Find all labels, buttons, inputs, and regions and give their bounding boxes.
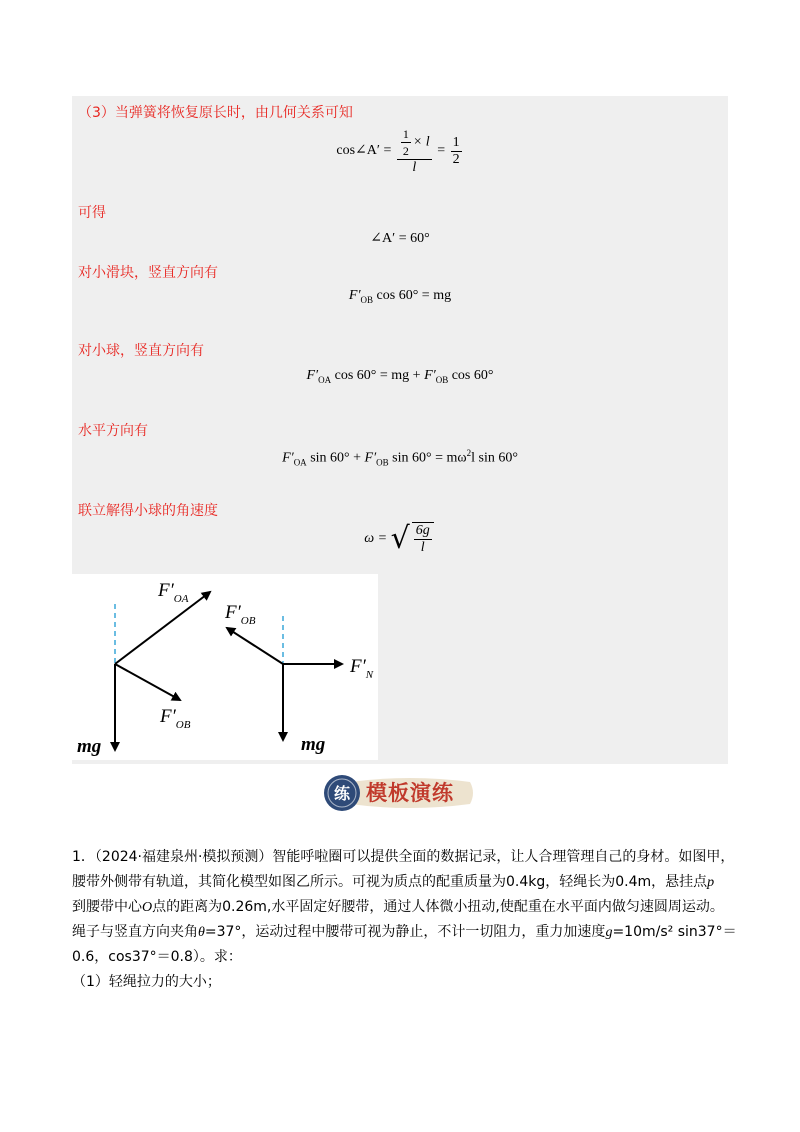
banner-title: 模板演练 <box>366 781 454 805</box>
equation-angle: ∠A′ = 60° <box>370 231 430 246</box>
slider-fn-label: $F'_N$ <box>350 656 374 681</box>
force-diagram <box>72 574 378 760</box>
equation-ball-vertical: $F'_{OA}$ cos 60° = mg + $F'_{OB}$ cos 60° <box>306 368 494 385</box>
ball-mg-label: mg <box>77 736 102 757</box>
label-ball: 对小球，竖直方向有 <box>78 343 204 359</box>
problem-line-3: 到腰带中心O点的距离为0.26m,水平固定好腰带，通过人体微小扭动,使配重在水平面内做匀速圆周运动。 <box>72 899 724 915</box>
equation-cos: cos∠A′ = $\frac{1}{2}$ × l l = $\frac{1}{2}$ <box>336 127 460 175</box>
force-diagram-svg <box>72 574 378 760</box>
problem-line-5: 0.6，cos37°＝0.8）。求： <box>72 949 242 965</box>
problem-line-4: 绳子与竖直方向夹角θ=37°，运动过程中腰带可视为静止，不计一切阻力，重力加速度g=10m/s² sin37°＝ <box>72 924 737 940</box>
problem-line-2: 腰带外侧带有轨道，其简化模型如图乙所示。可视为质点的配重质量为0.4kg，轻绳长为0.4m，悬挂点p <box>72 874 715 890</box>
problem-line-1: 1．（2024·福建泉州·模拟预测）智能呼啦圈可以提供全面的数据记录，让人合理管理自己的身材。如图甲， <box>72 849 735 865</box>
equation-slider: $F'_{OB}$ cos 60° = mg <box>348 288 452 305</box>
ball-foa-label: $F'_{OA}$ <box>158 580 189 605</box>
equation-ball-horizontal: $F'_{OA}$ $\sin 60^\circ + F'_{OB}$ $\sin 60^\circ = m\omega^2l$ sin 60° <box>282 448 518 468</box>
question-1: （1）轻绳拉力的大小； <box>72 974 221 990</box>
ball-fob-arrow <box>115 664 180 700</box>
problem-text <box>72 845 737 995</box>
equation-omega: ω = √ $\frac{6g}{l}$ <box>72 522 728 556</box>
banner-svg <box>320 770 480 816</box>
step3-heading: （3）当弹簧将恢复原长时，由几何关系可知 <box>78 105 353 121</box>
slider-fob-label: $F'_{OB}$ <box>225 602 256 627</box>
ball-fob-label: $F'_{OB}$ <box>160 706 191 731</box>
banner-badge-text: 练 <box>333 784 351 803</box>
label-horizontal: 水平方向有 <box>78 423 148 439</box>
label-solve: 联立解得小球的角速度 <box>78 503 218 519</box>
slider-mg-label: mg <box>301 734 326 755</box>
section-banner <box>320 770 480 816</box>
label-kede: 可得 <box>78 205 106 221</box>
slider-fob-arrow <box>227 628 283 664</box>
label-slider: 对小滑块，竖直方向有 <box>78 265 218 281</box>
ball-foa-arrow <box>115 592 210 664</box>
